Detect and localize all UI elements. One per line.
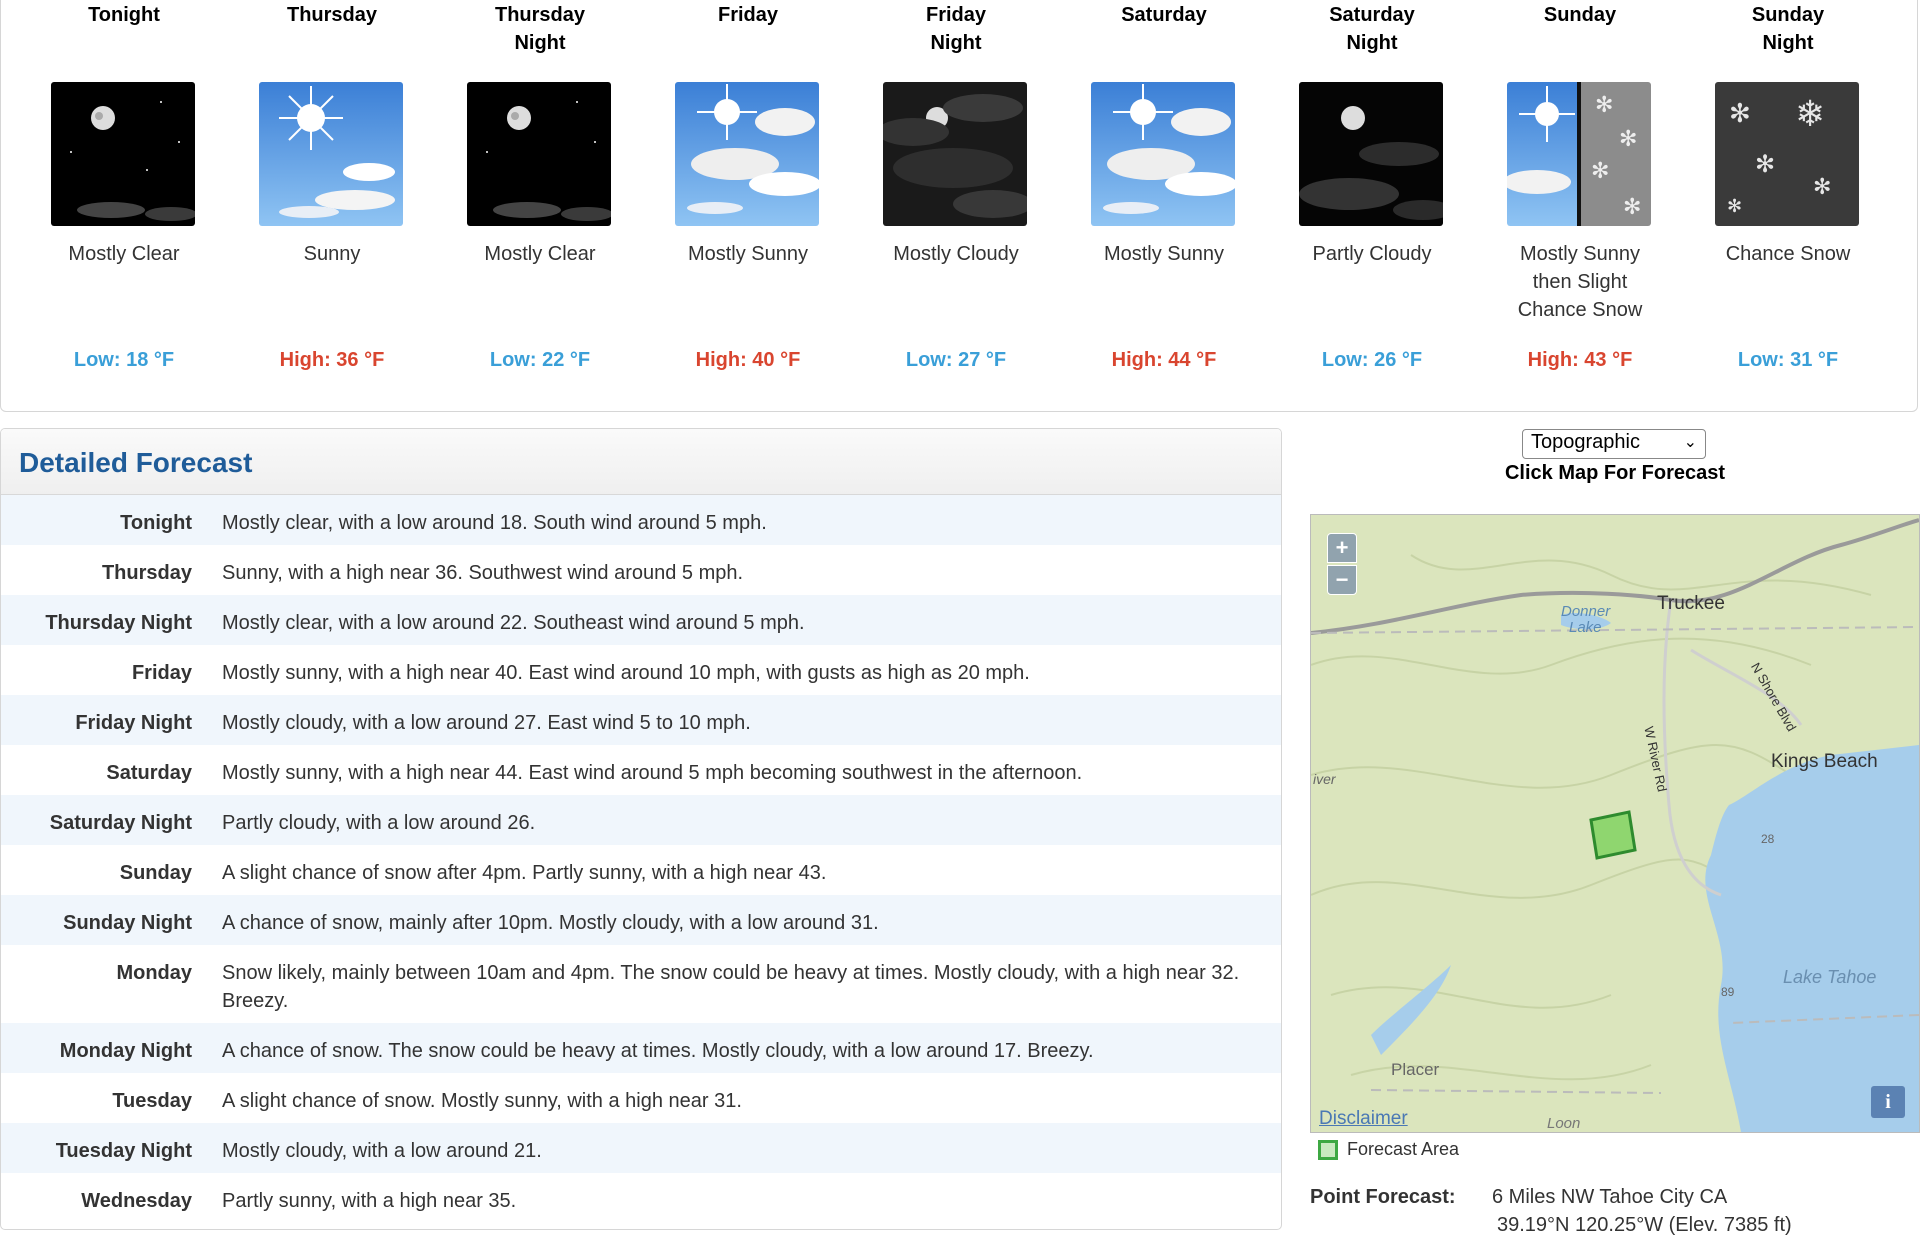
info-button[interactable]: i	[1871, 1086, 1905, 1118]
map-label-lake-tahoe: Lake Tahoe	[1783, 967, 1877, 987]
mostly-sunny-icon	[1091, 82, 1235, 226]
night-cloudy-icon	[883, 82, 1027, 226]
forecast-row-text: Mostly clear, with a low around 18. South wind around 5 mph.	[222, 512, 767, 534]
period-name: Friday Night	[925, 4, 987, 54]
forecast-period	[1684, 1, 1892, 401]
forecast-area-marker	[1591, 812, 1635, 858]
forecast-row	[1, 1023, 1281, 1073]
period-name: Saturday Night	[1329, 4, 1415, 54]
forecast-row-label: Tuesday Night	[55, 1140, 192, 1162]
period-description: Mostly Clear	[484, 243, 596, 265]
period-temperature: High: 43 °F	[1527, 349, 1633, 371]
forecast-row-label: Monday Night	[59, 1040, 192, 1062]
svg-text:✻: ✻	[1619, 127, 1638, 152]
map-label-n-shore-blvd: N Shore Blvd	[1748, 660, 1800, 734]
period-description: Mostly Sunny	[687, 243, 809, 265]
period-temperature: Low: 22 °F	[489, 349, 591, 371]
sunny-icon	[259, 82, 403, 226]
forecast-row-text: A slight chance of snow. Mostly sunny, with a high near 31.	[222, 1090, 742, 1112]
forecast-row-text: Mostly sunny, with a high near 40. East wind around 10 mph, with gusts as high as 20 mph.	[222, 662, 1030, 684]
forecast-row-label: Saturday	[106, 762, 192, 784]
map-label-truckee: Truckee	[1657, 593, 1725, 614]
svg-text:❄: ❄	[1795, 94, 1826, 135]
period-name: Thursday Night	[494, 4, 586, 54]
svg-text:✻: ✻	[1729, 99, 1751, 129]
forecast-row	[1, 595, 1281, 645]
disclaimer-link[interactable]: Disclaimer	[1319, 1108, 1408, 1129]
forecast-row	[1, 945, 1281, 1023]
forecast-row	[1, 1073, 1281, 1123]
forecast-row-text: Snow likely, mainly between 10am and 4pm. The snow could be heavy at times. Mostly cloudy, with a high near 32. Breezy.	[222, 962, 1240, 1012]
forecast-period	[228, 1, 436, 401]
forecast-period	[1060, 1, 1268, 401]
map-label-placer: Placer	[1391, 1060, 1440, 1079]
forecast-row-text: A slight chance of snow after 4pm. Partly sunny, with a high near 43.	[222, 862, 827, 884]
zoom-out-button[interactable]: −	[1327, 565, 1357, 595]
forecast-area-swatch	[1318, 1140, 1338, 1160]
period-temperature: Low: 27 °F	[905, 349, 1007, 371]
map-label-route-28: 28	[1761, 832, 1775, 846]
forecast-row-text: Mostly clear, with a low around 22. Southeast wind around 5 mph.	[222, 612, 805, 634]
period-temperature: Low: 26 °F	[1321, 349, 1423, 371]
period-description: Chance Snow	[1725, 243, 1851, 265]
chevron-down-icon: ⌄	[1683, 434, 1697, 451]
map-terrain	[1311, 515, 1919, 1132]
forecast-period	[1476, 1, 1684, 401]
forecast-row-label: Monday	[116, 962, 192, 984]
forecast-row-text: A chance of snow, mainly after 10pm. Mostly cloudy, with a low around 31.	[222, 912, 879, 934]
sunny-then-snow-icon	[1507, 82, 1651, 226]
map-label-donner: Donner	[1561, 603, 1611, 620]
period-description: Sunny	[303, 243, 361, 265]
period-name: Friday	[717, 4, 779, 26]
forecast-row-text: Partly cloudy, with a low around 26.	[222, 812, 536, 834]
zoom-in-button[interactable]: +	[1327, 533, 1357, 563]
forecast-row	[1, 1173, 1281, 1223]
mostly-sunny-icon	[675, 82, 819, 226]
forecast-row-text: Sunny, with a high near 36. Southwest wind around 5 mph.	[222, 562, 744, 584]
period-description: Mostly Sunny then Slight Chance Snow	[1517, 243, 1643, 321]
period-name: Tonight	[88, 4, 160, 26]
forecast-row-label: Friday	[131, 662, 192, 684]
map-label-river: iver	[1313, 771, 1336, 787]
forecast-period	[644, 1, 852, 401]
forecast-row-text: Mostly cloudy, with a low around 21.	[222, 1140, 542, 1162]
svg-text:✻: ✻	[1591, 159, 1610, 184]
period-name: Sunday Night	[1751, 4, 1825, 54]
night-clear-icon	[51, 82, 195, 226]
snow-icon	[1715, 82, 1859, 226]
map-instruction: Click Map For Forecast	[1504, 462, 1726, 484]
point-forecast-location: 6 Miles NW Tahoe City CA	[1492, 1186, 1728, 1208]
forecast-row-label: Saturday Night	[49, 812, 192, 834]
forecast-row-label: Thursday Night	[45, 612, 192, 634]
forecast-row-label: Sunday Night	[63, 912, 192, 934]
map-label-route-89: 89	[1721, 985, 1735, 999]
svg-text:✻: ✻	[1623, 195, 1642, 220]
forecast-period	[852, 1, 1060, 401]
forecast-row	[1, 545, 1281, 595]
forecast-row	[1, 495, 1281, 545]
period-name: Saturday	[1121, 4, 1207, 26]
forecast-row-label: Sunday	[119, 862, 192, 884]
forecast-row-text: Mostly sunny, with a high near 44. East wind around 5 mph becoming southwest in the afternoon.	[222, 762, 1083, 784]
forecast-row-text: Partly sunny, with a high near 35.	[222, 1190, 517, 1212]
map-layer-selected: Topographic	[1531, 431, 1640, 453]
night-partly-cloudy-icon	[1299, 82, 1443, 226]
forecast-row-label: Thursday	[101, 562, 192, 584]
period-description: Mostly Sunny	[1103, 243, 1225, 265]
period-name: Thursday	[286, 4, 378, 26]
map-layer-select[interactable]	[1522, 429, 1706, 459]
map-label-w-river-rd: W River Rd	[1641, 725, 1670, 794]
forecast-row-label: Tuesday	[112, 1090, 192, 1112]
forecast-row	[1, 845, 1281, 895]
forecast-row	[1, 645, 1281, 695]
detailed-forecast-rows	[1, 495, 1281, 1223]
period-temperature: High: 40 °F	[695, 349, 801, 371]
detailed-forecast-header	[1, 429, 1281, 495]
detailed-forecast-title: Detailed Forecast	[19, 447, 253, 478]
forecast-map[interactable]	[1310, 514, 1920, 1133]
point-forecast-coordinates: 39.19°N 120.25°W (Elev. 7385 ft)	[1497, 1214, 1792, 1236]
map-legend	[1318, 1139, 1459, 1160]
forecast-row	[1, 1123, 1281, 1173]
forecast-strip	[0, 0, 1918, 412]
period-temperature: High: 36 °F	[279, 349, 385, 371]
forecast-period	[1268, 1, 1476, 401]
map-label-lake: Lake	[1569, 619, 1602, 636]
period-description: Mostly Cloudy	[893, 243, 1019, 265]
forecast-period	[20, 1, 228, 401]
forecast-row-text: Mostly cloudy, with a low around 27. East wind 5 to 10 mph.	[222, 712, 751, 734]
svg-text:✻: ✻	[1755, 150, 1776, 178]
point-forecast-label: Point Forecast:	[1310, 1186, 1456, 1208]
period-name: Sunday	[1543, 4, 1617, 26]
forecast-row	[1, 695, 1281, 745]
period-temperature: High: 44 °F	[1111, 349, 1217, 371]
forecast-row-text: A chance of snow. The snow could be heavy at times. Mostly cloudy, with a low around 17. Breezy.	[222, 1040, 1094, 1062]
forecast-row	[1, 795, 1281, 845]
svg-text:✻: ✻	[1595, 93, 1614, 118]
period-temperature: Low: 31 °F	[1737, 349, 1839, 371]
period-temperature: Low: 18 °F	[73, 349, 175, 371]
period-description: Mostly Clear	[68, 243, 180, 265]
forecast-row-label: Tonight	[120, 512, 192, 534]
period-description: Partly Cloudy	[1312, 243, 1432, 265]
forecast-row-label: Wednesday	[81, 1190, 192, 1212]
svg-text:✻: ✻	[1727, 196, 1743, 217]
night-clear-icon	[467, 82, 611, 226]
legend-label: Forecast Area	[1347, 1139, 1460, 1159]
map-label-loon: Loon	[1547, 1115, 1581, 1132]
detailed-forecast-panel	[0, 428, 1282, 1230]
forecast-periods	[20, 1, 1851, 401]
forecast-row-label: Friday Night	[75, 712, 192, 734]
forecast-period	[436, 1, 644, 401]
forecast-row	[1, 745, 1281, 795]
map-label-kings-beach: Kings Beach	[1771, 751, 1878, 772]
svg-text:✻: ✻	[1813, 175, 1832, 200]
forecast-row	[1, 895, 1281, 945]
